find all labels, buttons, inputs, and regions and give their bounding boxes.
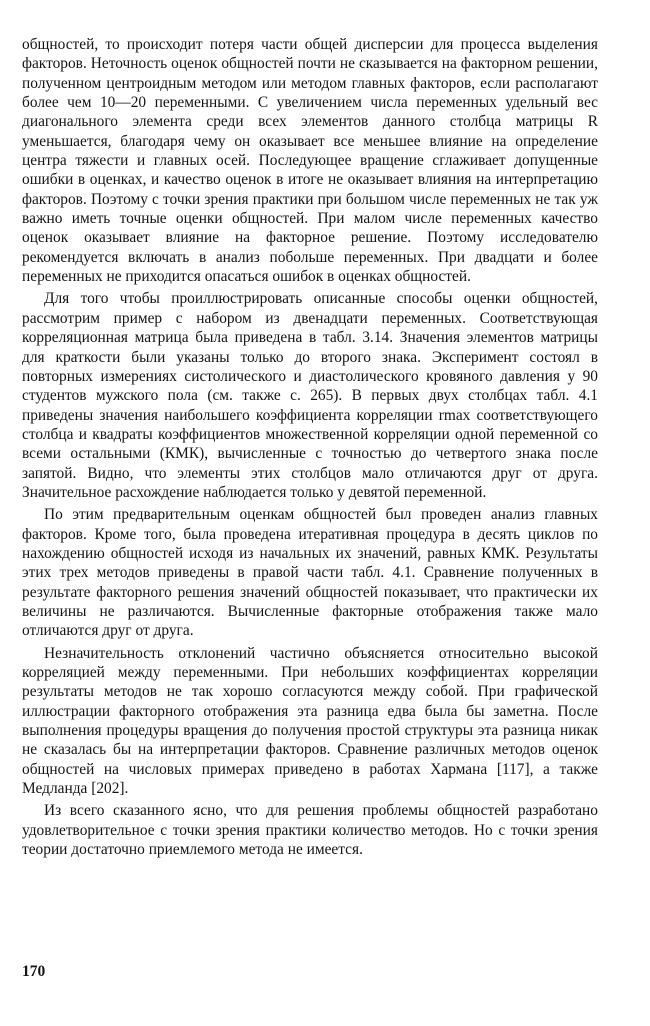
page-body [22, 35, 598, 859]
page-number: 170 [22, 963, 46, 980]
paragraph-3: По этим предварительным оценкам общностей был проведен анализ главных факторов. Кроме того, была проведена итеративная процедура в десять циклов по нахождению общностей исходя из начальных их значений, равных КМК. Результаты этих трех методов приведены в правой части табл. 4.1. Сравнение полученных в результате факторного решения значений общностей показывает, что практически их величины не различаются. Вычисленные факторные отображения также мало отличаются друг от друга. [22, 506, 598, 640]
paragraph-4: Незначительность отклонений частично объясняется относительно высокой корреляцией между переменными. При небольших коэффициентах корреляции результаты методов не так хорошо согласуются между собой. При графической иллюстрации факторного отображения эта разница едва была бы заметна. После выполнения процедуры вращения до получения простой структуры эта разница никак не сказалась бы на интерпретации факторов. Сравнение различных методов оценок общностей на числовых примерах приведено в работах Хармана [117], а также Медланда [202]. [22, 644, 598, 798]
paragraph-2: Для того чтобы проиллюстрировать описанные способы оценки общностей, рассмотрим пример с набором из двенадцати переменных. Соответствующая корреляционная матрица была приведена в табл. 3.14. Значения элементов матрицы для краткости были указаны только до второго знака. Эксперимент состоял в повторных измерениях систолического и диастолического кровяного давления у 90 студентов мужского пола (см. также с. 265). В первых двух столбцах табл. 4.1 приведены значения наибольшего коэффициента корреляции rmax соответствующего столбца и квадраты коэффициентов множественной корреляции одной переменной со всеми остальными (КМК), вычисленные с точностью до четвертого знака после запятой. Видно, что элементы этих столбцов мало отличаются друг от друга. Значительное расхождение наблюдается только у девятой переменной. [22, 290, 598, 501]
paragraph-1: общностей, то происходит потеря части общей дисперсии для процесса выделения факторов. Неточность оценок общностей почти не сказывается на факторном решении, полученном центроидным методом или методом главных факторов, если располагают более чем 10—20 переменными. С увеличением числа переменных удельный вес диагонального элемента среди всех элементов данного столбца матрицы R уменьшается, благодаря чему он оказывает все меньшее влияние на определение центра тяжести и главных осей. Последующее вращение сглаживает допущенные ошибки в оценках, и качество оценок в итоге не оказывает влияния на интерпретацию факторов. Поэтому с точки зрения практики при большом числе переменных не так уж важно иметь точные оценки общностей. При малом числе переменных качество оценок оказывает влияние на факторное решение. Поэтому исследователю рекомендуется включать в анализ побольше переменных. При двадцати и более переменных не приходится опасаться ошибок в оценках общностей. [22, 36, 598, 286]
paragraph-5: Из всего сказанного ясно, что для решения проблемы общностей разработано удовлетворительное с точки зрения практики количество методов. Но с точки зрения теории достаточно приемлемого метода не имеется. [22, 802, 598, 859]
